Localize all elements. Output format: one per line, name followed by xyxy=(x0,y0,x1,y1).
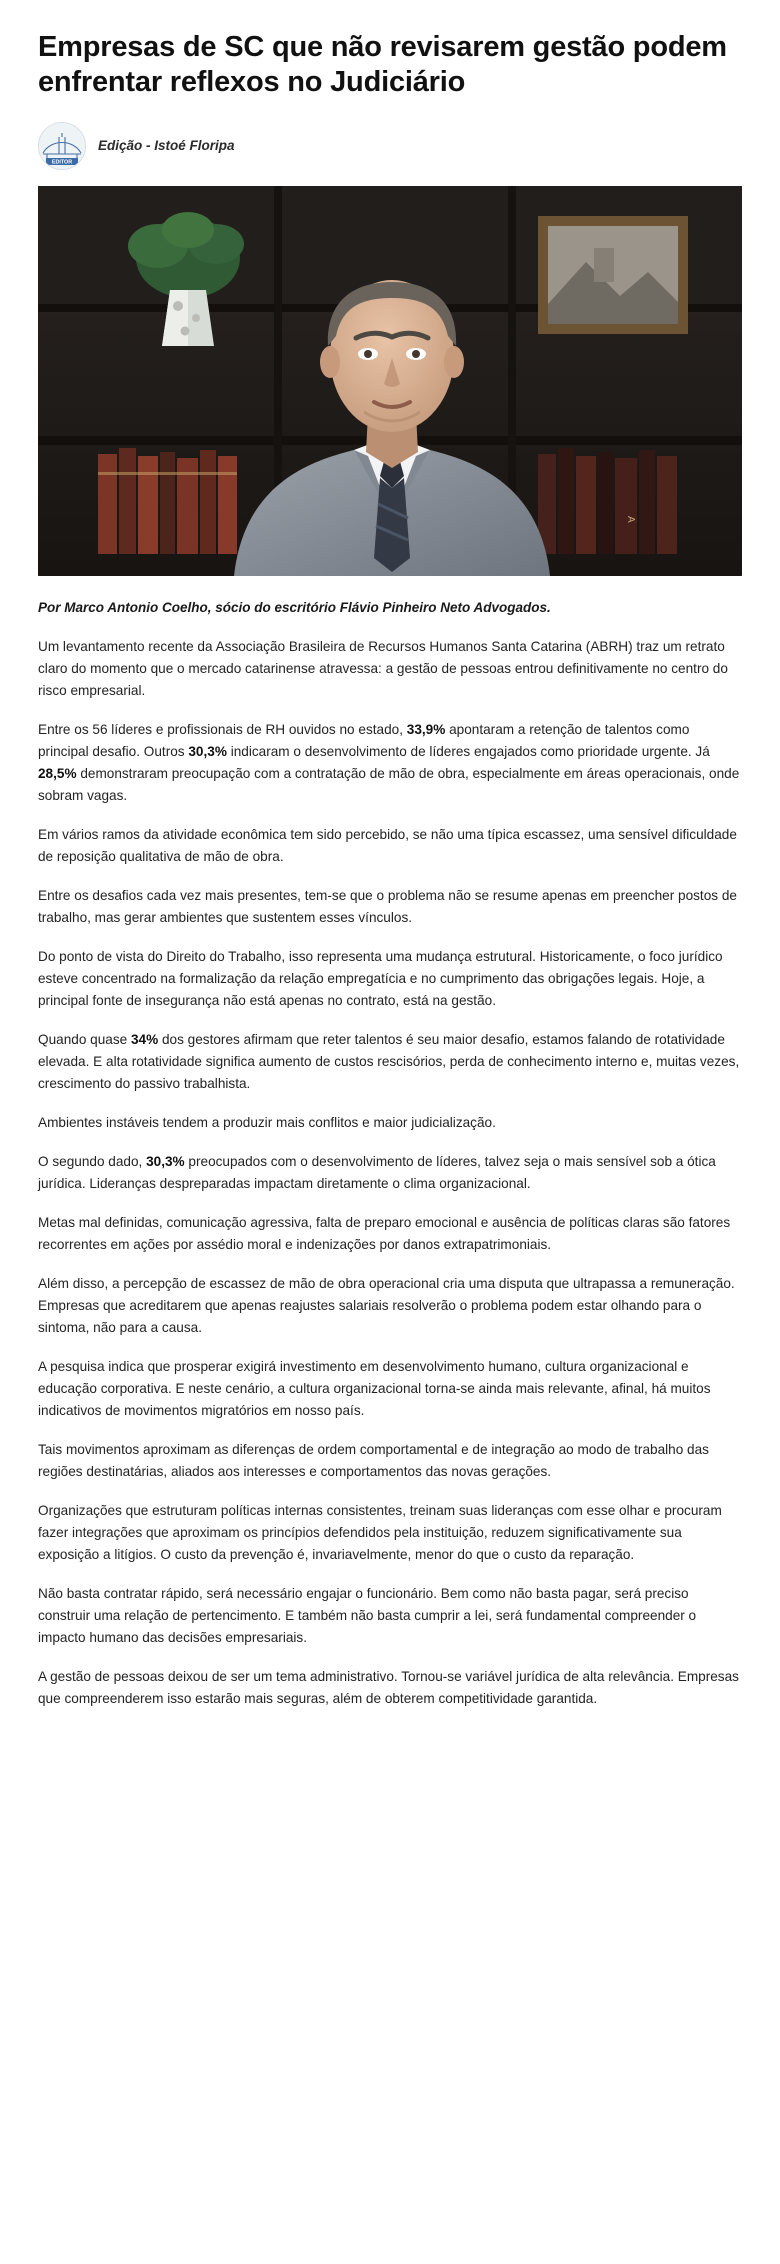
avatar xyxy=(38,122,86,170)
article-paragraph: Quando quase 34% dos gestores afirmam que reter talentos é seu maior desafio, estamos falando de rotatividade elevada. E alta rotatividade significa aumento de custos rescisórios, perda de conhecimento interno e, muitas vezes, crescimento do passivo trabalhista. xyxy=(38,1032,740,1092)
emphasis-statistic: 28,5% xyxy=(38,765,77,781)
svg-text:A: A xyxy=(625,515,636,523)
emphasis-statistic: 30,3% xyxy=(146,1154,185,1170)
byline xyxy=(38,122,742,170)
article-paragraph: Tais movimentos aproximam as diferenças de ordem comportamental e de integração ao modo de trabalho das regiões destinatárias, aliados aos interesses e comportamentos das novas gerações. xyxy=(38,1442,709,1480)
article-paragraph: A gestão de pessoas deixou de ser um tema administrativo. Tornou-se variável jurídica de alta relevância. Empresas que compreenderem isso estarão mais seguras, além de obterem competitividade garantida. xyxy=(38,1669,739,1707)
emphasis-statistic: 34% xyxy=(130,1032,159,1048)
article-paragraph: O segundo dado, 30,3% preocupados com o desenvolvimento de líderes, talvez seja o mais sensível sob a ótica jurídica. Lideranças despreparadas impactam diretamente o clima organizacional. xyxy=(38,1154,716,1192)
article-lede: Por Marco Antonio Coelho, sócio do escritório Flávio Pinheiro Neto Advogados. xyxy=(38,599,551,615)
article-paragraph: Organizações que estruturam políticas internas consistentes, treinam suas lideranças com esse olhar e procuram fazer integrações que aproximam os princípios defendidos pela instituição, reduzem significativamente sua exposição a litígios. O custo da prevenção é, invariavelmente, menor do que o custo da reparação. xyxy=(38,1503,722,1563)
article-paragraph: Metas mal definidas, comunicação agressiva, falta de preparo emocional e ausência de políticas claras são fatores recorrentes em ações por assédio moral e indenizações por danos extrapatrimoniais. xyxy=(38,1215,731,1253)
article-paragraph: Em vários ramos da atividade econômica tem sido percebido, se não uma típica escassez, uma sensível dificuldade de reposição qualitativa de mão de obra. xyxy=(38,826,737,864)
svg-text:EDITOR: EDITOR xyxy=(51,159,73,166)
emphasis-statistic: 30,3% xyxy=(188,743,227,759)
article-paragraph: Não basta contratar rápido, será necessário engajar o funcionário. Bem como não basta pagar, será preciso construir uma relação de pertencimento. E também não basta cumprir a lei, será fundamental compreender o impacto humano das decisões empresariais. xyxy=(38,1586,697,1646)
article-paragraph: Entre os 56 líderes e profissionais de RH ouvidos no estado, 33,9% apontaram a retenção de talentos como principal desafio. Outros 30,3% indicaram o desenvolvimento de líderes engajados como prioridade urgente. Já 28,5% demonstraram preocupação com a contratação de mão de obra, especialmente em áreas operacionais, onde sobram vagas. xyxy=(38,721,740,803)
article-body xyxy=(38,636,742,1711)
article-paragraph: Ambientes instáveis tendem a produzir mais conflitos e maior judicialização. xyxy=(38,1115,496,1131)
article-paragraph: Entre os desafios cada vez mais presentes, tem-se que o problema não se resume apenas em preencher postos de trabalho, mas gerar ambientes que sustentem esses vínculos. xyxy=(38,887,737,925)
emphasis-statistic: 33,9% xyxy=(406,721,446,737)
byline-author: Edição - Istoé Floripa xyxy=(98,138,235,154)
article-paragraph: Do ponto de vista do Direito do Trabalho, isso representa uma mudança estrutural. Historicamente, o foco jurídico esteve concentrado na formalização da relação empregatícia e no cumprimento das obrigações legais. Hoje, a principal fonte de insegurança não está apenas no contrato, está na gestão. xyxy=(38,949,723,1009)
article-paragraph: A pesquisa indica que prosperar exigirá investimento em desenvolvimento humano, cultura organizacional e educação corporativa. E neste cenário, a cultura organizacional torna-se ainda mais relevante, afinal, há muitos indicativos de movimentos migratórios em nosso país. xyxy=(38,1359,711,1419)
hero-image xyxy=(38,186,742,576)
page-title: Empresas de SC que não revisarem gestão podem enfrentar reflexos no Judiciário xyxy=(38,31,727,98)
article-paragraph: Um levantamento recente da Associação Brasileira de Recursos Humanos Santa Catarina (ABRH) traz um retrato claro do momento que o mercado catarinense atravessa: a gestão de pessoas entrou definitivamente no centro do risco empresarial. xyxy=(38,638,728,698)
article-paragraph: Além disso, a percepção de escassez de mão de obra operacional cria uma disputa que ultrapassa a remuneração. Empresas que acreditarem que apenas reajustes salariais resolverão o problema podem estar olhando para o sintoma, não para a causa. xyxy=(38,1276,735,1336)
